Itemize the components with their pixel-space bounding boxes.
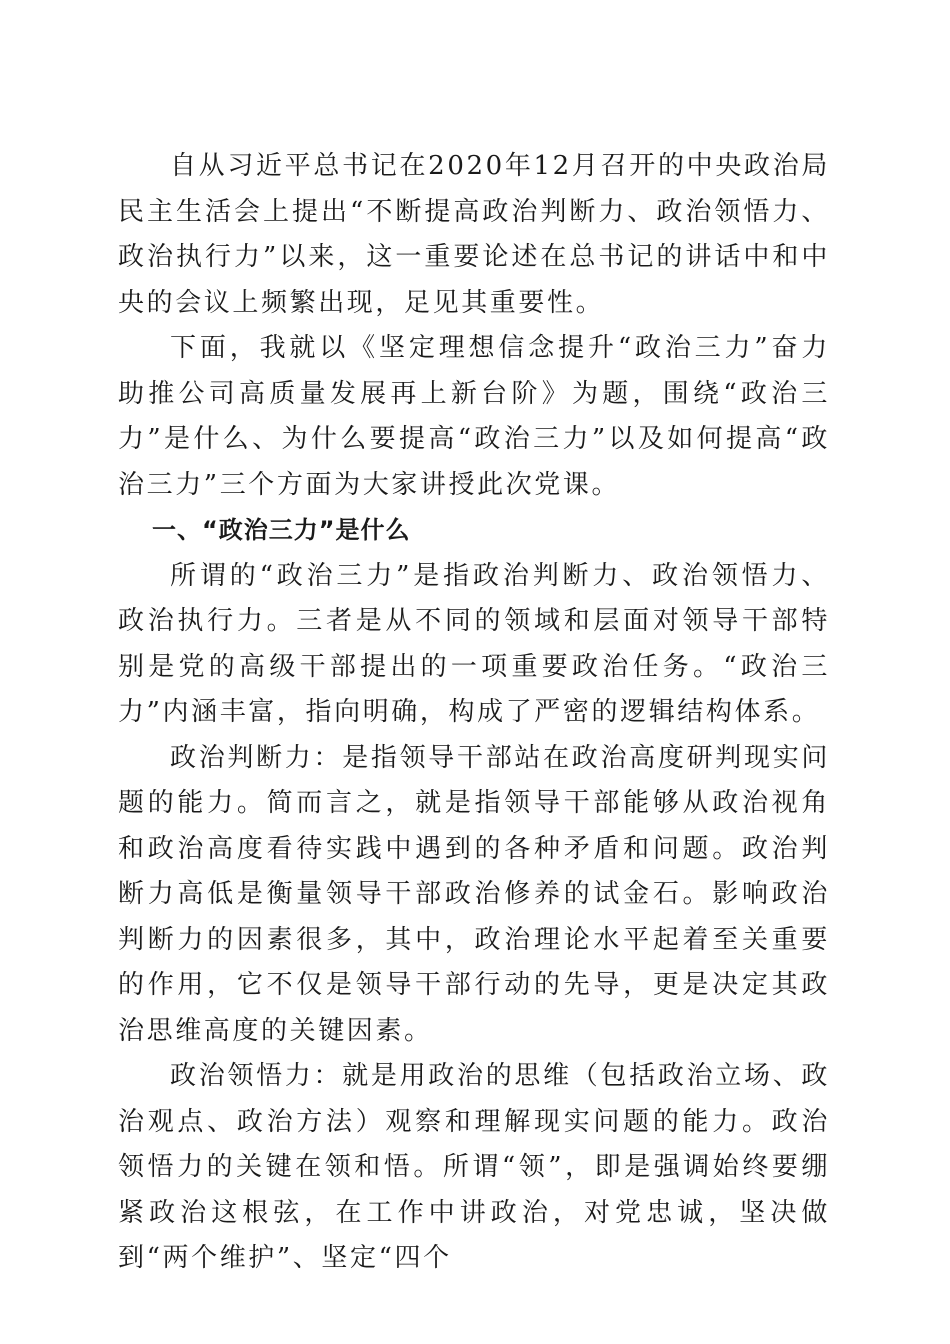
section-heading: 一、“政治三力”是什么 xyxy=(152,516,411,544)
intro-paragraph-2: 下面，我就以《坚定理想信念提升“政治三力”奋力助推公司高质量发展再上新台阶》为题，围绕“政治三力”是什么、为什么要提高“政治三力”以及如何提高“政治三力”三个方面为大家讲授此次党课。 xyxy=(118,333,830,500)
document-body xyxy=(118,144,830,1282)
intro-paragraph-1: 自从习近平总书记在2020年12月召开的中央政治局民主生活会上提出“不断提高政治判断力、政治领悟力、政治执行力”以来，这一重要论述在总书记的讲话中和中央的会议上频繁出现，足见其重要性。 xyxy=(118,151,830,318)
section-paragraph-3: 政治领悟力：就是用政治的思维（包括政治立场、政治观点、政治方法）观察和理解现实问题的能力。政治领悟力的关键在领和悟。所谓“领”，即是强调始终要绷紧政治这根弦，在工作中讲政治，对党忠诚，坚决做到“两个维护”、坚定“四个 xyxy=(118,1061,830,1273)
section-paragraph-2: 政治判断力：是指领导干部站在政治高度研判现实问题的能力。简而言之，就是指领导干部能够从政治视角和政治高度看待实践中遇到的各种矛盾和问题。政治判断力高低是衡量领导干部政治修养的试金石。影响政治判断力的因素很多，其中，政治理论水平起着至关重要的作用，它不仅是领导干部行动的先导，更是决定其政治思维高度的关键因素。 xyxy=(118,742,830,1046)
section-paragraph-1: 所谓的“政治三力”是指政治判断力、政治领悟力、政治执行力。三者是从不同的领域和层面对领导干部特别是党的高级干部提出的一项重要政治任务。“政治三力”内涵丰富，指向明确，构成了严密的逻辑结构体系。 xyxy=(118,560,830,727)
